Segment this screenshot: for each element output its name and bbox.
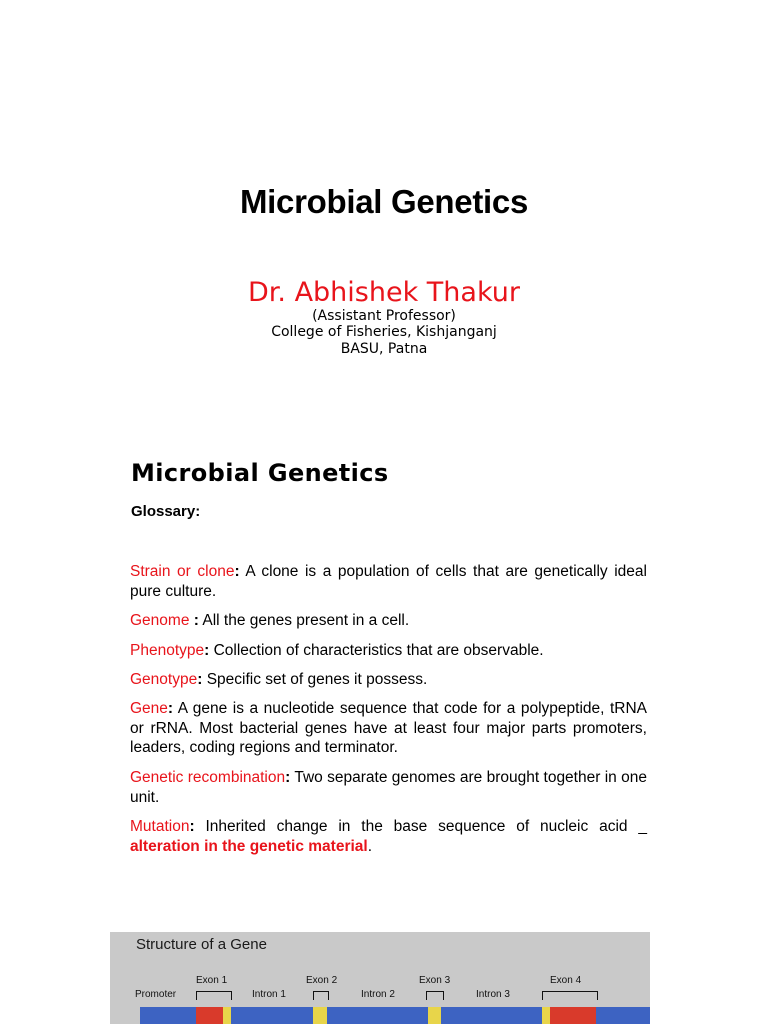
exon-4-segment	[550, 1007, 596, 1024]
exon-2-segment	[313, 1007, 327, 1024]
glossary-term: Mutation	[130, 818, 190, 835]
glossary-definition: Collection of characteristics that are observable.	[209, 642, 544, 659]
promoter-label: Promoter	[135, 989, 177, 1000]
exon-3-bracket	[426, 991, 444, 1000]
glossary-term: Phenotype	[130, 642, 205, 659]
glossary-term: Genotype	[130, 671, 198, 688]
exon-2-bracket	[313, 991, 329, 1000]
glossary-emphasis: alteration in the genetic material	[130, 837, 368, 855]
term-colon: :	[189, 818, 195, 835]
glossary-entry-mutation	[130, 817, 647, 856]
exon-1-marker	[223, 1007, 231, 1024]
glossary-entry-strain	[130, 562, 647, 601]
exon-1-label: Exon 1	[196, 975, 228, 986]
term-colon: :	[167, 700, 174, 717]
glossary-term: Genetic recombination	[130, 769, 286, 786]
exon-3-label: Exon 3	[419, 975, 451, 986]
intron-2-label: Intron 2	[361, 989, 395, 1000]
sentence-end: .	[367, 837, 373, 855]
exon-1-segment	[196, 1007, 223, 1024]
glossary-entry-genome	[130, 611, 647, 631]
term-colon: :	[285, 769, 291, 786]
glossary-definition: Two separate genomes are brought together in one unit.	[130, 769, 647, 806]
figure-title: Structure of a Gene	[136, 936, 267, 953]
glossary-label: Glossary:	[131, 503, 201, 520]
intron-1-label: Intron 1	[252, 989, 286, 1000]
exon-4-label: Exon 4	[550, 975, 582, 986]
glossary-entry-phenotype	[130, 641, 647, 661]
glossary-term: Gene	[130, 700, 168, 717]
exon-2-label: Exon 2	[306, 975, 338, 986]
exon-4-bracket	[542, 991, 598, 1000]
glossary-definition: A gene is a nucleotide sequence that code for a polypeptide, tRNA or rRNA. Most bacterial genes have at least four major parts promoters, leaders, coding regions and terminator.	[130, 700, 647, 756]
term-colon: :	[189, 612, 199, 629]
affiliation-line-3: BASU, Patna	[340, 341, 428, 357]
term-colon: :	[204, 642, 210, 659]
glossary-term: Strain or clone	[130, 563, 235, 580]
exon-1-bracket	[196, 991, 232, 1000]
term-colon: :	[234, 563, 240, 580]
glossary-definition: All the genes present in a cell.	[198, 612, 410, 629]
section-title: Microbial Genetics	[131, 459, 389, 487]
glossary-entry-gene	[130, 699, 647, 758]
glossary-term: Genome	[130, 612, 190, 629]
cover-title: Microbial Genetics	[239, 183, 529, 220]
affiliation-line-2: College of Fisheries, Kishjanganj	[271, 324, 497, 340]
glossary-definition: Specific set of genes it possess.	[202, 671, 428, 688]
gene-structure-figure	[110, 932, 650, 1024]
affiliation-line-1: (Assistant Professor)	[312, 308, 456, 324]
intron-3-label: Intron 3	[476, 989, 510, 1000]
glossary-entry-recombination	[130, 768, 647, 807]
glossary-definition: A clone is a population of cells that are genetically ideal pure culture.	[130, 563, 647, 600]
glossary-entry-genotype	[130, 670, 647, 690]
exon-4-marker	[542, 1007, 550, 1024]
glossary-definition: Inherited change in the base sequence of nucleic acid _	[194, 818, 647, 835]
author-name: Dr. Abhishek Thakur	[248, 277, 520, 308]
exon-3-segment	[428, 1007, 441, 1024]
term-colon: :	[197, 671, 203, 688]
